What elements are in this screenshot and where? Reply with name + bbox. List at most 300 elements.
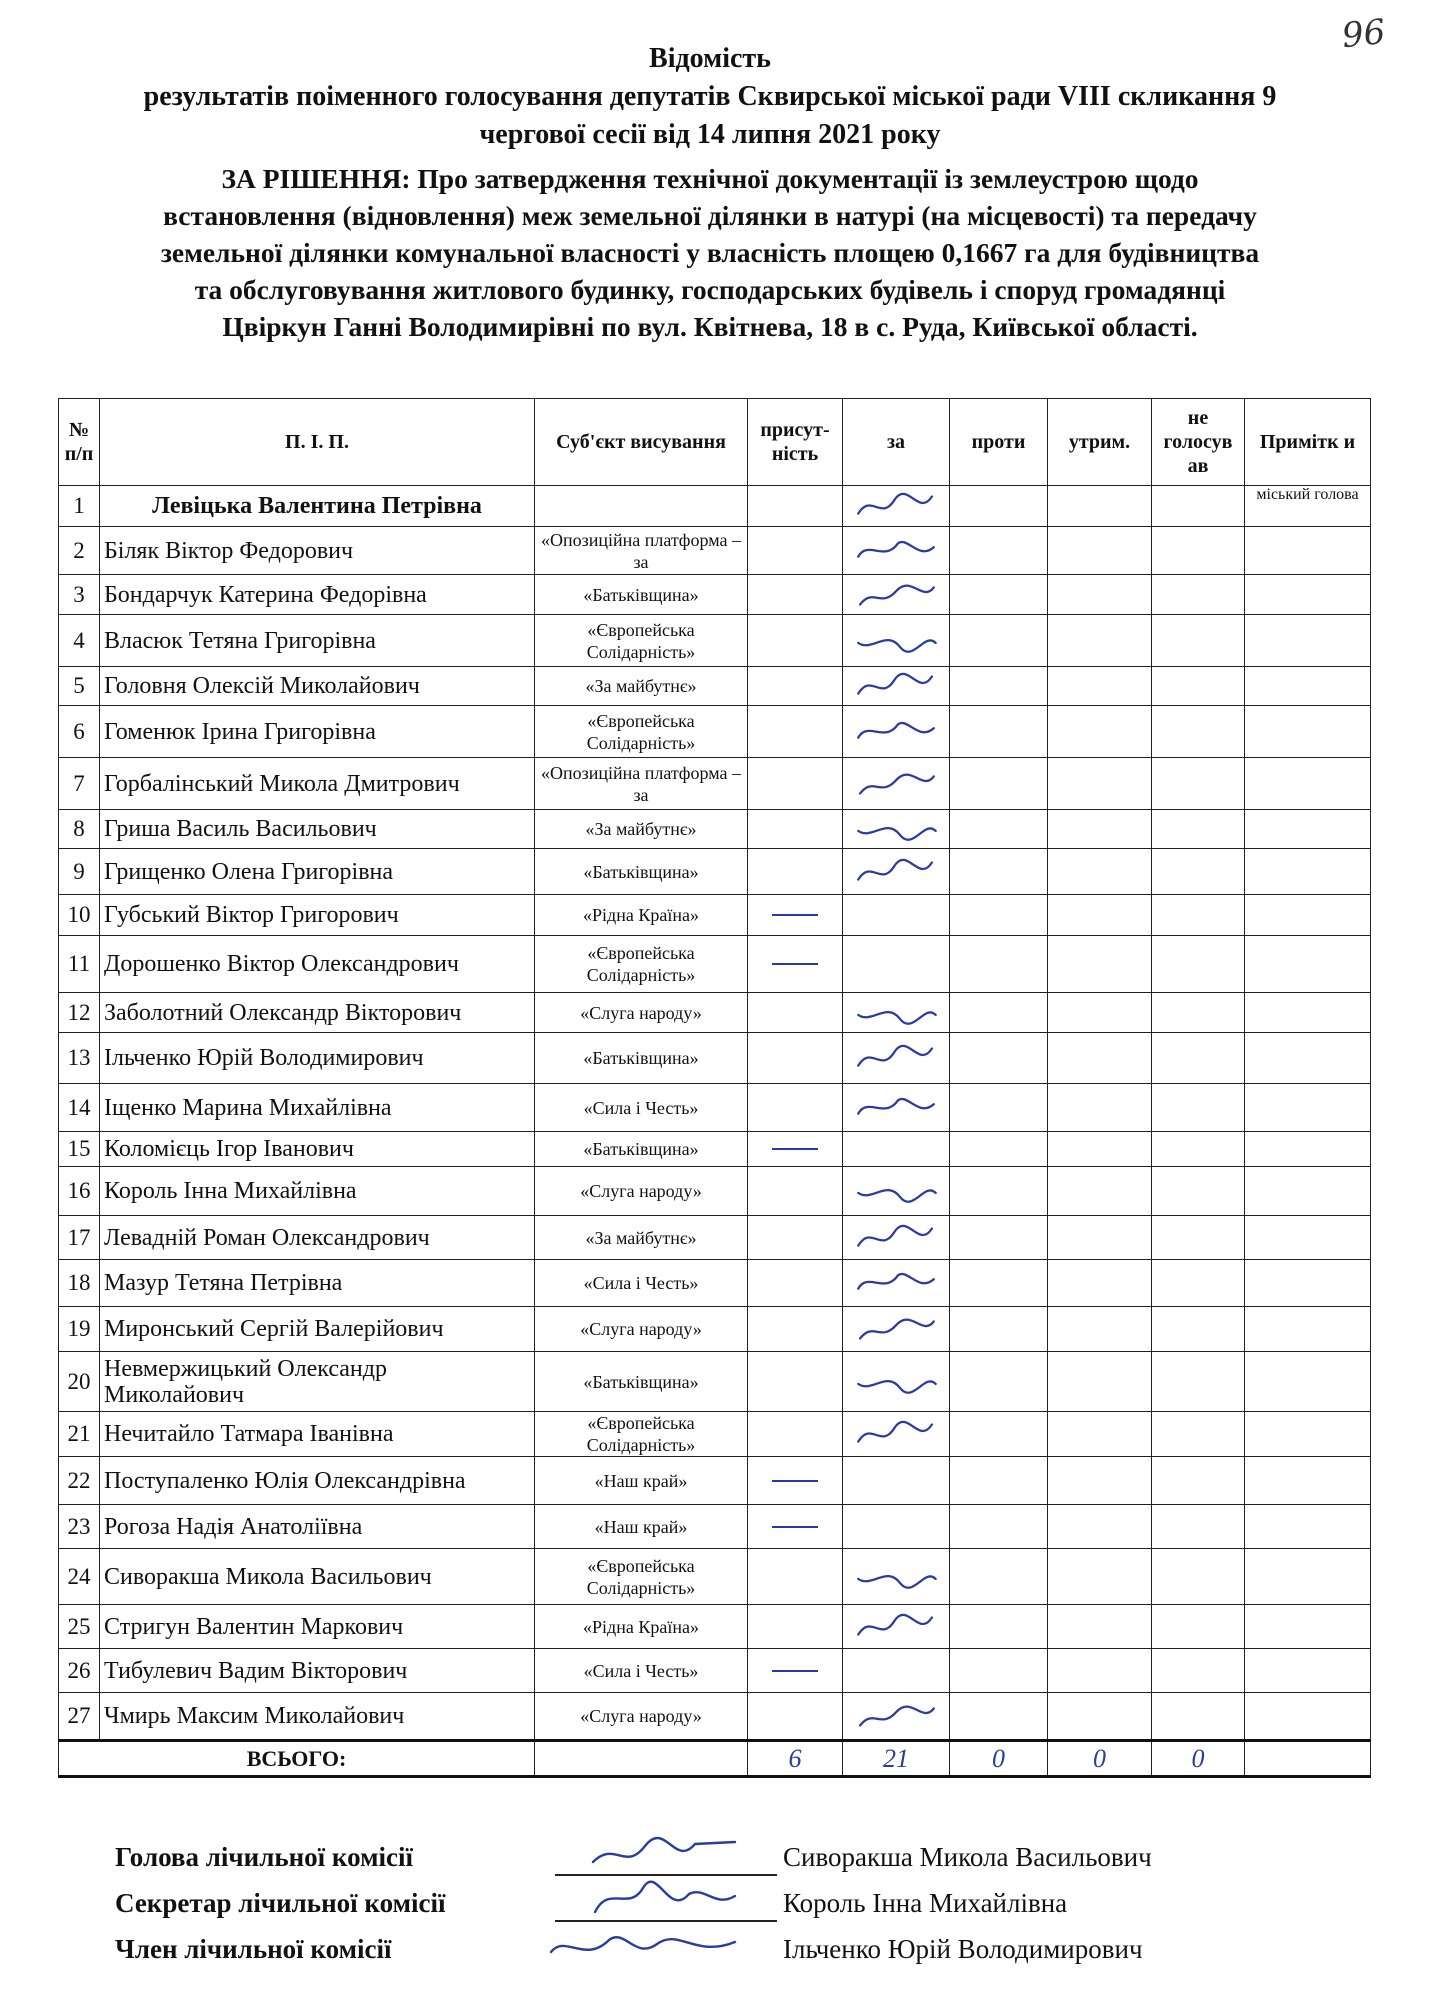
decision-line-1: ЗА РІШЕННЯ: Про затвердження технічної документації із землеустрою щодо [221, 163, 1199, 194]
table-row [59, 1352, 1371, 1412]
vote-for-cell [843, 1457, 950, 1505]
note-cell [1245, 1649, 1371, 1693]
deputy-name: Дорошенко Віктор Олександрович [100, 936, 535, 993]
document-subtitle-line-1: результатів поіменного голосування депутатів Сквирської міської ради VIII скликання 9 [143, 81, 1277, 112]
row-number: 18 [59, 1260, 100, 1307]
vote-abstain-cell [1048, 758, 1152, 810]
vote-abstain-cell [1048, 667, 1152, 706]
note-cell [1245, 758, 1371, 810]
deputy-name: Горбалінський Микола Дмитрович [100, 758, 535, 810]
vote-against-cell [950, 667, 1048, 706]
presence-cell [748, 667, 843, 706]
absence-dash-mark [772, 1148, 818, 1150]
vote-abstain-cell [1048, 936, 1152, 993]
vote-abstain-cell [1048, 1167, 1152, 1216]
absence-dash-mark [772, 1670, 818, 1672]
vote-against-cell [950, 1457, 1048, 1505]
handwritten-signature [851, 1312, 941, 1346]
total-abstain: 0 [1048, 1741, 1152, 1777]
table-row [59, 810, 1371, 849]
col-header-present: присут-ність [748, 399, 843, 486]
absence-dash-mark [772, 963, 818, 965]
note-cell [1245, 1132, 1371, 1167]
total-row [59, 1741, 1371, 1777]
vote-for-cell [843, 667, 950, 706]
handwritten-signature [851, 624, 941, 658]
row-number: 22 [59, 1457, 100, 1505]
deputy-name: Нечитайло Татмара Іванівна [100, 1412, 535, 1457]
vote-for-cell [843, 1505, 950, 1549]
presence-cell [748, 1307, 843, 1352]
note-cell [1245, 615, 1371, 667]
row-number: 10 [59, 895, 100, 936]
nominating-party: «Сила і Честь» [535, 1649, 748, 1693]
presence-cell [748, 1167, 843, 1216]
vote-abstain-cell [1048, 1457, 1152, 1505]
vote-for-cell [843, 527, 950, 575]
presence-cell [748, 1084, 843, 1132]
deputy-name: Власюк Тетяна Григорівна [100, 615, 535, 667]
deputy-name: Грищенко Олена Григорівна [100, 849, 535, 895]
col-header-for: за [843, 399, 950, 486]
note-cell [1245, 1167, 1371, 1216]
not-voted-cell [1152, 1649, 1245, 1693]
handwritten-signature [851, 715, 941, 749]
nominating-party: «Слуга народу» [535, 993, 748, 1033]
vote-for-cell [843, 1605, 950, 1649]
row-number: 25 [59, 1605, 100, 1649]
nominating-party: «Європейська Солідарність» [535, 1412, 748, 1457]
note-cell [1245, 706, 1371, 758]
handwritten-signature [851, 1610, 941, 1644]
not-voted-cell [1152, 1412, 1245, 1457]
table-row [59, 615, 1371, 667]
commission-chair-role: Голова лічильної комісії [115, 1842, 413, 1872]
presence-cell [748, 1132, 843, 1167]
table-row [59, 1412, 1371, 1457]
deputy-name: Левіцька Валентина Петрівна [100, 486, 535, 527]
vote-abstain-cell [1048, 1505, 1152, 1549]
row-number: 4 [59, 615, 100, 667]
table-row [59, 1260, 1371, 1307]
deputy-name: Головня Олексій Миколайович [100, 667, 535, 706]
decision-text [30, 160, 1390, 345]
table-row [59, 758, 1371, 810]
vote-abstain-cell [1048, 1352, 1152, 1412]
vote-for-cell [843, 1167, 950, 1216]
vote-abstain-cell [1048, 1260, 1152, 1307]
presence-cell [748, 1352, 843, 1412]
not-voted-cell [1152, 1167, 1245, 1216]
vote-for-cell [843, 849, 950, 895]
vote-abstain-cell [1048, 1649, 1152, 1693]
note-cell [1245, 575, 1371, 615]
presence-cell [748, 527, 843, 575]
vote-against-cell [950, 1549, 1048, 1605]
deputy-name: Миронський Сергій Валерійович [100, 1307, 535, 1352]
vote-for-cell [843, 810, 950, 849]
vote-abstain-cell [1048, 849, 1152, 895]
vote-for-cell [843, 1084, 950, 1132]
not-voted-cell [1152, 1693, 1245, 1741]
table-row [59, 1457, 1371, 1505]
presence-cell [748, 1412, 843, 1457]
absence-dash-mark [772, 914, 818, 916]
nominating-party: «Батьківщина» [535, 575, 748, 615]
not-voted-cell [1152, 1307, 1245, 1352]
vote-for-cell [843, 1412, 950, 1457]
row-number: 27 [59, 1693, 100, 1741]
decision-line-5: Цвіркун Ганні Володимирівні по вул. Квітнева, 18 в с. Руда, Київської області. [222, 311, 1198, 342]
not-voted-cell [1152, 993, 1245, 1033]
absence-dash-mark [772, 1526, 818, 1528]
not-voted-cell [1152, 1084, 1245, 1132]
vote-against-cell [950, 1216, 1048, 1260]
commission-secretary-name: Король Інна Михайлівна [783, 1888, 1068, 1918]
decision-line-4: та обслуговування житлового будинку, господарських будівель і споруд громадянці [194, 274, 1226, 305]
note-cell [1245, 1412, 1371, 1457]
vote-for-cell [843, 993, 950, 1033]
vote-against-cell [950, 936, 1048, 993]
commission-secretary-role: Секретар лічильної комісії [115, 1888, 446, 1918]
not-voted-cell [1152, 810, 1245, 849]
row-number: 7 [59, 758, 100, 810]
vote-for-cell [843, 758, 950, 810]
row-number: 3 [59, 575, 100, 615]
vote-against-cell [950, 1352, 1048, 1412]
note-cell [1245, 1505, 1371, 1549]
note-cell [1245, 1307, 1371, 1352]
table-row [59, 1693, 1371, 1741]
row-number: 15 [59, 1132, 100, 1167]
vote-against-cell [950, 527, 1048, 575]
note-cell [1245, 1605, 1371, 1649]
vote-abstain-cell [1048, 895, 1152, 936]
not-voted-cell [1152, 486, 1245, 527]
presence-cell [748, 1033, 843, 1084]
vote-for-cell [843, 1352, 950, 1412]
note-cell [1245, 1457, 1371, 1505]
vote-against-cell [950, 1605, 1048, 1649]
nominating-party: «Опозиційна платформа – за [535, 758, 748, 810]
nominating-party: «Рідна Країна» [535, 1605, 748, 1649]
vote-abstain-cell [1048, 706, 1152, 758]
nominating-party: «Європейська Солідарність» [535, 936, 748, 993]
handwritten-signature [851, 1417, 941, 1451]
nominating-party: «Рідна Країна» [535, 895, 748, 936]
presence-cell [748, 849, 843, 895]
col-header-against: проти [950, 399, 1048, 486]
handwritten-signature [851, 1221, 941, 1255]
presence-cell [748, 1457, 843, 1505]
deputy-name: Заболотний Олександр Вікторович [100, 993, 535, 1033]
table-row [59, 706, 1371, 758]
vote-abstain-cell [1048, 1549, 1152, 1605]
handwritten-signature [851, 489, 941, 523]
row-number: 24 [59, 1549, 100, 1605]
note-cell: міський голова [1245, 486, 1371, 527]
vote-against-cell [950, 1505, 1048, 1549]
vote-against-cell [950, 1260, 1048, 1307]
not-voted-cell [1152, 1216, 1245, 1260]
presence-cell [748, 486, 843, 527]
presence-cell [748, 895, 843, 936]
table-row [59, 1033, 1371, 1084]
presence-cell [748, 758, 843, 810]
deputy-name: Мазур Тетяна Петрівна [100, 1260, 535, 1307]
presence-cell [748, 1649, 843, 1693]
vote-against-cell [950, 810, 1048, 849]
row-number: 21 [59, 1412, 100, 1457]
table-row [59, 527, 1371, 575]
not-voted-cell [1152, 1605, 1245, 1649]
table-row [59, 1649, 1371, 1693]
voting-table [58, 398, 1371, 1778]
not-voted-cell [1152, 1132, 1245, 1167]
nominating-party: «Опозиційна платформа – за [535, 527, 748, 575]
total-party-cell [535, 1741, 748, 1777]
handwritten-signature [851, 996, 941, 1030]
commission-chair-name: Сиворакша Микола Васильович [783, 1842, 1152, 1872]
note-cell [1245, 1084, 1371, 1132]
handwritten-signature [851, 1560, 941, 1594]
vote-abstain-cell [1048, 1412, 1152, 1457]
handwritten-signature [851, 1699, 941, 1733]
note-cell [1245, 1693, 1371, 1741]
col-header-not-voted: не голосув ав [1152, 399, 1245, 486]
note-cell [1245, 849, 1371, 895]
nominating-party: «Європейська Солідарність» [535, 706, 748, 758]
handwritten-signature [585, 1878, 745, 1922]
not-voted-cell [1152, 758, 1245, 810]
vote-for-cell [843, 575, 950, 615]
table-row [59, 1084, 1371, 1132]
vote-for-cell [843, 1033, 950, 1084]
col-header-name: П. І. П. [100, 399, 535, 486]
presence-cell [748, 1260, 843, 1307]
vote-abstain-cell [1048, 810, 1152, 849]
total-label: ВСЬОГО: [59, 1741, 535, 1777]
vote-abstain-cell [1048, 1033, 1152, 1084]
deputy-name: Гриша Василь Васильович [100, 810, 535, 849]
vote-abstain-cell [1048, 1216, 1152, 1260]
row-number: 6 [59, 706, 100, 758]
row-number: 2 [59, 527, 100, 575]
row-number: 11 [59, 936, 100, 993]
presence-cell [748, 1505, 843, 1549]
vote-for-cell [843, 936, 950, 993]
vote-against-cell [950, 1167, 1048, 1216]
nominating-party: «Сила і Честь» [535, 1260, 748, 1307]
absence-dash-mark [772, 1480, 818, 1482]
table-row [59, 1167, 1371, 1216]
deputy-name: Губський Віктор Григорович [100, 895, 535, 936]
deputy-name: Чмирь Максим Миколайович [100, 1693, 535, 1741]
vote-for-cell [843, 1307, 950, 1352]
handwritten-signature [851, 1091, 941, 1125]
nominating-party: «Наш край» [535, 1457, 748, 1505]
nominating-party: «Батьківщина» [535, 1132, 748, 1167]
vote-for-cell [843, 1132, 950, 1167]
not-voted-cell [1152, 1260, 1245, 1307]
vote-against-cell [950, 758, 1048, 810]
commission-member-role: Член лічильної комісії [115, 1934, 392, 1964]
note-cell [1245, 667, 1371, 706]
total-for: 21 [843, 1741, 950, 1777]
vote-for-cell [843, 1649, 950, 1693]
vote-against-cell [950, 993, 1048, 1033]
row-number: 13 [59, 1033, 100, 1084]
nominating-party: «Європейська Солідарність» [535, 615, 748, 667]
note-cell [1245, 527, 1371, 575]
row-number: 16 [59, 1167, 100, 1216]
nominating-party: «За майбутнє» [535, 667, 748, 706]
presence-cell [748, 575, 843, 615]
row-number: 23 [59, 1505, 100, 1549]
nominating-party: «Наш край» [535, 1505, 748, 1549]
row-number: 17 [59, 1216, 100, 1260]
vote-against-cell [950, 1412, 1048, 1457]
presence-cell [748, 1693, 843, 1741]
handwritten-signature [545, 1924, 745, 1968]
table-row [59, 1216, 1371, 1260]
vote-against-cell [950, 486, 1048, 527]
nominating-party: «Батьківщина» [535, 1352, 748, 1412]
row-number: 12 [59, 993, 100, 1033]
deputy-name: Ільченко Юрій Володимирович [100, 1033, 535, 1084]
nominating-party: «Батьківщина» [535, 849, 748, 895]
nominating-party: «За майбутнє» [535, 810, 748, 849]
vote-for-cell [843, 486, 950, 527]
note-cell [1245, 810, 1371, 849]
vote-against-cell [950, 1307, 1048, 1352]
vote-abstain-cell [1048, 1132, 1152, 1167]
presence-cell [748, 993, 843, 1033]
presence-cell [748, 615, 843, 667]
vote-against-cell [950, 706, 1048, 758]
vote-abstain-cell [1048, 527, 1152, 575]
handwritten-signature [851, 1365, 941, 1399]
nominating-party: «Слуга народу» [535, 1693, 748, 1741]
col-header-abstain: утрим. [1048, 399, 1152, 486]
table-row [59, 993, 1371, 1033]
note-cell [1245, 1352, 1371, 1412]
vote-abstain-cell [1048, 486, 1152, 527]
commission-member-name: Ільченко Юрій Володимирович [783, 1934, 1143, 1964]
note-cell [1245, 1549, 1371, 1605]
vote-abstain-cell [1048, 1605, 1152, 1649]
table-row [59, 1605, 1371, 1649]
vote-for-cell [843, 895, 950, 936]
decision-line-3: земельної ділянки комунальної власності у власність площею 0,1667 га для будівництва [160, 237, 1260, 268]
note-cell [1245, 1033, 1371, 1084]
handwritten-signature [851, 855, 941, 889]
note-cell [1245, 1260, 1371, 1307]
not-voted-cell [1152, 575, 1245, 615]
handwritten-signature [851, 578, 941, 612]
vote-abstain-cell [1048, 993, 1152, 1033]
nominating-party: «Європейська Солідарність» [535, 1549, 748, 1605]
deputy-name: Невмержицький Олександр Миколайович [100, 1352, 535, 1412]
deputy-name: Левадній Роман Олександрович [100, 1216, 535, 1260]
page-number: 96 [1340, 11, 1388, 57]
row-number: 8 [59, 810, 100, 849]
commission-member-row [115, 1934, 1365, 1980]
vote-against-cell [950, 1649, 1048, 1693]
presence-cell [748, 936, 843, 993]
deputy-name: Коломієць Ігор Іванович [100, 1132, 535, 1167]
deputy-name: Король Інна Михайлівна [100, 1167, 535, 1216]
vote-against-cell [950, 1132, 1048, 1167]
handwritten-signature [851, 1174, 941, 1208]
not-voted-cell [1152, 667, 1245, 706]
note-cell [1245, 993, 1371, 1033]
deputy-name: Стригун Валентин Маркович [100, 1605, 535, 1649]
deputy-name: Сиворакша Микола Васильович [100, 1549, 535, 1605]
table-row [59, 667, 1371, 706]
deputy-name: Гоменюк Ірина Григорівна [100, 706, 535, 758]
not-voted-cell [1152, 936, 1245, 993]
row-number: 1 [59, 486, 100, 527]
vote-against-cell [950, 1084, 1048, 1132]
not-voted-cell [1152, 895, 1245, 936]
not-voted-cell [1152, 706, 1245, 758]
col-header-note: Примітк и [1245, 399, 1371, 486]
vote-abstain-cell [1048, 1693, 1152, 1741]
vote-against-cell [950, 895, 1048, 936]
table-row [59, 1549, 1371, 1605]
total-note-cell [1245, 1741, 1371, 1777]
row-number: 20 [59, 1352, 100, 1412]
not-voted-cell [1152, 1549, 1245, 1605]
vote-for-cell [843, 1216, 950, 1260]
not-voted-cell [1152, 527, 1245, 575]
presence-cell [748, 1549, 843, 1605]
nominating-party [535, 486, 748, 527]
counting-commission [115, 1842, 1365, 1980]
vote-for-cell [843, 706, 950, 758]
deputy-name: Поступаленко Юлія Олександрівна [100, 1457, 535, 1505]
not-voted-cell [1152, 849, 1245, 895]
row-number: 19 [59, 1307, 100, 1352]
note-cell [1245, 936, 1371, 993]
vote-for-cell [843, 1693, 950, 1741]
col-header-num: № п/п [59, 399, 100, 486]
deputy-name: Рогоза Надія Анатоліївна [100, 1505, 535, 1549]
vote-against-cell [950, 1033, 1048, 1084]
total-present: 6 [748, 1741, 843, 1777]
not-voted-cell [1152, 1352, 1245, 1412]
handwritten-signature [851, 1266, 941, 1300]
nominating-party: «Слуга народу» [535, 1167, 748, 1216]
decision-line-2: встановлення (відновлення) меж земельної ділянки в натурі (на місцевості) та передачу [163, 200, 1257, 231]
table-row [59, 1505, 1371, 1549]
col-header-party: Суб'єкт висування [535, 399, 748, 486]
handwritten-signature [585, 1832, 745, 1876]
deputy-name: Біляк Віктор Федорович [100, 527, 535, 575]
vote-for-cell [843, 615, 950, 667]
deputy-name: Тибулевич Вадим Вікторович [100, 1649, 535, 1693]
table-row [59, 575, 1371, 615]
vote-abstain-cell [1048, 615, 1152, 667]
nominating-party: «За майбутнє» [535, 1216, 748, 1260]
table-row [59, 936, 1371, 993]
vote-against-cell [950, 575, 1048, 615]
nominating-party: «Сила і Честь» [535, 1084, 748, 1132]
not-voted-cell [1152, 615, 1245, 667]
handwritten-signature [851, 534, 941, 568]
nominating-party: «Слуга народу» [535, 1307, 748, 1352]
